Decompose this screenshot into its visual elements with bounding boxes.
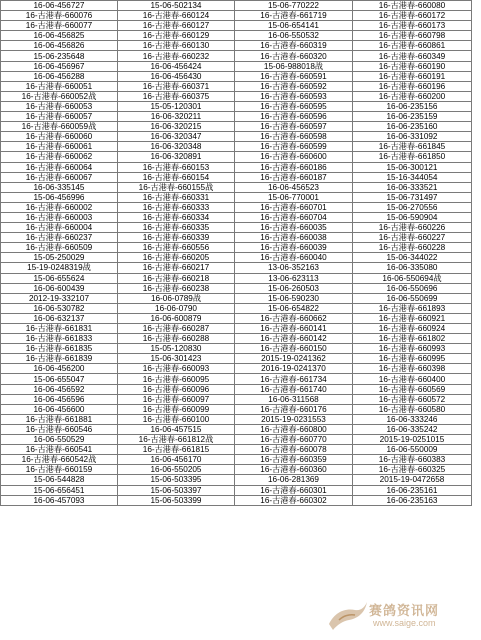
table-cell: 16-06-0789战 bbox=[118, 293, 235, 303]
table-cell: 16-古港春-660153 bbox=[118, 162, 235, 172]
table-cell: 16-古港春-660301 bbox=[235, 485, 353, 495]
table-cell: 16-古港春-660237 bbox=[1, 233, 118, 243]
table-cell: 16-古港春-660076 bbox=[1, 11, 118, 21]
table-cell: 16-06-550009 bbox=[353, 445, 472, 455]
watermark-title: 赛鸽资讯网 bbox=[369, 604, 440, 619]
table-cell: 16-古港春-660100 bbox=[118, 414, 235, 424]
table-cell: 16-古港春-660004 bbox=[1, 223, 118, 233]
table-row bbox=[1, 202, 472, 212]
table-cell: 16-古港春-660580 bbox=[353, 404, 472, 414]
table-cell: 16-古港春-660205 bbox=[118, 253, 235, 263]
table-cell: 15-06-655624 bbox=[1, 273, 118, 283]
table-cell: 16-古港春-660770 bbox=[235, 435, 353, 445]
table-cell: 16-古港春-660542战 bbox=[1, 455, 118, 465]
table-cell: 16-古港春-660228 bbox=[353, 243, 472, 253]
table-cell: 15-06-590904 bbox=[353, 212, 472, 222]
table-cell: 16-古港春-660333 bbox=[118, 202, 235, 212]
table-cell: 16-06-456288 bbox=[1, 71, 118, 81]
table-cell: 16-古港春-660067 bbox=[1, 172, 118, 182]
table-cell: 15-05-120301 bbox=[118, 101, 235, 111]
table-row bbox=[1, 364, 472, 374]
table-cell: 16-06-335242 bbox=[353, 424, 472, 434]
table-cell: 16-古港春-660096 bbox=[118, 384, 235, 394]
table-cell: 16-古港春-660196 bbox=[353, 81, 472, 91]
table-row bbox=[1, 465, 472, 475]
table-cell: 15-06-590230 bbox=[235, 293, 353, 303]
table-cell: 16-古港春-660095 bbox=[118, 374, 235, 384]
table-cell: 16-06-457515 bbox=[118, 424, 235, 434]
table-row bbox=[1, 162, 472, 172]
table-cell: 15-05-250029 bbox=[1, 253, 118, 263]
table-row bbox=[1, 404, 472, 414]
table-cell: 16-古港春-661734 bbox=[235, 374, 353, 384]
table-row bbox=[1, 455, 472, 465]
table-cell: 16-古港春-660592 bbox=[235, 81, 353, 91]
table-row bbox=[1, 233, 472, 243]
table-cell: 16-古港春-660038 bbox=[235, 233, 353, 243]
table-cell: 16-古港春-660704 bbox=[235, 212, 353, 222]
table-cell: 16-古港春-661831 bbox=[1, 324, 118, 334]
table-row bbox=[1, 324, 472, 334]
table-cell: 16-06-550696 bbox=[353, 283, 472, 293]
table-cell: 16-06-333246 bbox=[353, 414, 472, 424]
table-cell: 16-古港春-660035 bbox=[235, 223, 353, 233]
table-cell: 16-古港春-660064 bbox=[1, 162, 118, 172]
table-cell: 16-06-456592 bbox=[1, 384, 118, 394]
table-row bbox=[1, 303, 472, 313]
table-cell: 16-古港春-660039 bbox=[235, 243, 353, 253]
table-cell: 16-古港春-660335 bbox=[118, 223, 235, 233]
table-row bbox=[1, 435, 472, 445]
table-cell: 2012-19-332107 bbox=[1, 293, 118, 303]
table-row bbox=[1, 11, 472, 21]
table-cell: 16-古港春-660040 bbox=[235, 253, 353, 263]
table-cell: 16-古港春-660600 bbox=[235, 152, 353, 162]
table-cell: 16-06-600439 bbox=[1, 283, 118, 293]
table-row bbox=[1, 485, 472, 495]
table-cell: 16-06-320211 bbox=[118, 112, 235, 122]
table-cell: 15-06-456996 bbox=[1, 192, 118, 202]
table-cell: 15-06-270556 bbox=[353, 202, 472, 212]
table-cell: 16-古港春-660360 bbox=[235, 465, 353, 475]
table-cell: 16-06-530782 bbox=[1, 303, 118, 313]
table-cell: 15-19-0248319战 bbox=[1, 263, 118, 273]
table-row bbox=[1, 384, 472, 394]
table-cell: 15-06-503397 bbox=[118, 485, 235, 495]
table-row bbox=[1, 495, 472, 505]
table-row bbox=[1, 394, 472, 404]
table-cell: 16-06-456596 bbox=[1, 394, 118, 404]
table-cell: 15-06-544828 bbox=[1, 475, 118, 485]
table-cell: 16-古港春-660334 bbox=[118, 212, 235, 222]
table-cell: 16-06-456967 bbox=[1, 61, 118, 71]
table-cell: 16-06-456200 bbox=[1, 364, 118, 374]
table-cell: 16-古港春-660993 bbox=[353, 344, 472, 354]
table-cell: 16-06-456826 bbox=[1, 41, 118, 51]
table-cell: 2015-19-0251015 bbox=[353, 435, 472, 445]
table-cell: 16-古港春-660383 bbox=[353, 455, 472, 465]
table-cell: 16-古港春-660051 bbox=[1, 81, 118, 91]
table-cell: 16-古港春-660142 bbox=[235, 334, 353, 344]
table-cell: 16-古港春-660191 bbox=[353, 71, 472, 81]
table-cell: 16-古港春-660287 bbox=[118, 324, 235, 334]
table-cell: 16-古港春-660320 bbox=[235, 51, 353, 61]
table-cell: 16-古港春-660127 bbox=[118, 21, 235, 31]
table-cell: 16-06-235156 bbox=[353, 101, 472, 111]
table-cell: 16-古港春-660002 bbox=[1, 202, 118, 212]
table-cell: 16-古港春-660359 bbox=[235, 455, 353, 465]
table-cell: 16-古港春-660155战 bbox=[118, 182, 235, 192]
table-cell: 16-06-600879 bbox=[118, 313, 235, 323]
table-cell: 16-06-235161 bbox=[353, 485, 472, 495]
table-cell: 16-古港春-660595 bbox=[235, 101, 353, 111]
table-cell: 16-古港春-660129 bbox=[118, 31, 235, 41]
table-cell: 16-古港春-660569 bbox=[353, 384, 472, 394]
table-cell: 15-06-300121 bbox=[353, 162, 472, 172]
table-row bbox=[1, 192, 472, 202]
table-row bbox=[1, 344, 472, 354]
table-cell: 16-古港春-660080 bbox=[353, 1, 472, 11]
table-cell: 16-古港春-660556 bbox=[118, 243, 235, 253]
table-row bbox=[1, 132, 472, 142]
table-cell: 15-06-654141 bbox=[235, 21, 353, 31]
table-cell: 16-古港春-661850 bbox=[353, 152, 472, 162]
table-cell: 16-古港春-660375 bbox=[118, 91, 235, 101]
table-cell: 15-06-656451 bbox=[1, 485, 118, 495]
table-row bbox=[1, 101, 472, 111]
table-cell: 2015-19-0472658 bbox=[353, 475, 472, 485]
table-cell: 16-古港春-660062 bbox=[1, 152, 118, 162]
table-cell: 16-古港春-660593 bbox=[235, 91, 353, 101]
table-cell: 16-06-456430 bbox=[118, 71, 235, 81]
table-cell: 16-古港春-660078 bbox=[235, 445, 353, 455]
table-cell: 16-06-456727 bbox=[1, 1, 118, 11]
table-row bbox=[1, 212, 472, 222]
table-cell: 16-古港春-660200 bbox=[353, 91, 472, 101]
table-cell: 16-06-320215 bbox=[118, 122, 235, 132]
table-row bbox=[1, 91, 472, 101]
table-cell: 16-古港春-660861 bbox=[353, 41, 472, 51]
table-cell: 16-古港春-660400 bbox=[353, 374, 472, 384]
table-cell: 16-06-320891 bbox=[118, 152, 235, 162]
table-cell: 16-古港春-660226 bbox=[353, 223, 472, 233]
table-cell: 16-古港春-660052战 bbox=[1, 91, 118, 101]
table-cell: 2015-19-0231553 bbox=[235, 414, 353, 424]
table-cell: 16-06-456170 bbox=[118, 455, 235, 465]
table-cell: 16-古港春-660800 bbox=[235, 424, 353, 434]
table-cell: 16-古港春-660598 bbox=[235, 132, 353, 142]
table-cell: 13-06-623113 bbox=[235, 273, 353, 283]
table-row bbox=[1, 475, 472, 485]
table-cell: 16-古港春-660097 bbox=[118, 394, 235, 404]
table-cell: 15-06-988018战 bbox=[235, 61, 353, 71]
table-cell: 15-06-260503 bbox=[235, 283, 353, 293]
table-cell: 16-古港春-660371 bbox=[118, 81, 235, 91]
table-cell: 16-古港春-660154 bbox=[118, 172, 235, 182]
table-cell: 16-06-456825 bbox=[1, 31, 118, 41]
table-cell: 16-古港春-660093 bbox=[118, 364, 235, 374]
sheet-body bbox=[1, 1, 472, 506]
table-cell: 16-06-550529 bbox=[1, 435, 118, 445]
table-cell: 16-古港春-660003 bbox=[1, 212, 118, 222]
table-cell: 16-古港春-660099 bbox=[118, 404, 235, 414]
table-cell: 16-06-331092 bbox=[353, 132, 472, 142]
table-cell: 16-古港春-660186 bbox=[235, 162, 353, 172]
table-cell: 16-古港春-660227 bbox=[353, 233, 472, 243]
table-cell: 16-古港春-660339 bbox=[118, 233, 235, 243]
table-cell: 16-古港春-660591 bbox=[235, 71, 353, 81]
table-cell: 16-古港春-661845 bbox=[353, 142, 472, 152]
table-cell: 16-06-235159 bbox=[353, 112, 472, 122]
table-cell: 16-古港春-660597 bbox=[235, 122, 353, 132]
table-row bbox=[1, 374, 472, 384]
table-cell: 16-古港春-660059战 bbox=[1, 122, 118, 132]
table-cell: 16-06-335080 bbox=[353, 263, 472, 273]
table-cell: 16-06-457093 bbox=[1, 495, 118, 505]
table-cell: 15-06-731497 bbox=[353, 192, 472, 202]
table-cell: 16-06-0790 bbox=[118, 303, 235, 313]
table-row bbox=[1, 61, 472, 71]
table-cell: 16-古港春-660159 bbox=[1, 465, 118, 475]
table-row bbox=[1, 21, 472, 31]
table-cell: 16-古港春-660053 bbox=[1, 101, 118, 111]
table-cell: 16-古港春-660150 bbox=[235, 344, 353, 354]
table-cell: 16-古港春-660218 bbox=[118, 273, 235, 283]
table-row bbox=[1, 273, 472, 283]
table-cell: 16-06-550699 bbox=[353, 293, 472, 303]
table-row bbox=[1, 445, 472, 455]
table-cell: 15-06-770222 bbox=[235, 1, 353, 11]
table-row bbox=[1, 414, 472, 424]
table-cell: 16-古港春-661802 bbox=[353, 334, 472, 344]
table-cell: 16-06-632137 bbox=[1, 313, 118, 323]
table-cell: 15-06-502134 bbox=[118, 1, 235, 11]
site-watermark bbox=[325, 596, 475, 636]
table-cell: 16-古港春-660349 bbox=[353, 51, 472, 61]
table-row bbox=[1, 263, 472, 273]
table-cell: 16-06-456600 bbox=[1, 404, 118, 414]
table-cell: 15-06-503395 bbox=[118, 475, 235, 485]
table-cell: 16-06-550532 bbox=[235, 31, 353, 41]
table-row bbox=[1, 243, 472, 253]
table-cell: 16-古港春-661719 bbox=[235, 11, 353, 21]
table-row bbox=[1, 41, 472, 51]
table-row bbox=[1, 122, 472, 132]
table-row bbox=[1, 112, 472, 122]
table-row bbox=[1, 313, 472, 323]
table-row bbox=[1, 81, 472, 91]
table-cell: 16-06-235163 bbox=[353, 495, 472, 505]
table-cell: 15-06-301423 bbox=[118, 354, 235, 364]
table-cell: 16-06-281369 bbox=[235, 475, 353, 485]
table-cell: 16-06-333521 bbox=[353, 182, 472, 192]
table-cell: 16-古港春-660701 bbox=[235, 202, 353, 212]
table-cell: 16-古港春-660176 bbox=[235, 404, 353, 414]
table-row bbox=[1, 253, 472, 263]
table-cell: 2015-19-0241362 bbox=[235, 354, 353, 364]
table-cell: 16-古港春-660331 bbox=[118, 192, 235, 202]
table-row bbox=[1, 354, 472, 364]
table-row bbox=[1, 293, 472, 303]
table-cell: 16-古港春-660060 bbox=[1, 132, 118, 142]
table-cell: 16-古港春-660302 bbox=[235, 495, 353, 505]
table-row bbox=[1, 283, 472, 293]
table-cell: 16-古港春-660077 bbox=[1, 21, 118, 31]
table-row bbox=[1, 334, 472, 344]
table-cell: 16-06-550694战 bbox=[353, 273, 472, 283]
table-cell: 16-古港春-660319 bbox=[235, 41, 353, 51]
table-row bbox=[1, 424, 472, 434]
table-cell: 16-06-320348 bbox=[118, 142, 235, 152]
table-cell: 16-06-335145 bbox=[1, 182, 118, 192]
table-row bbox=[1, 1, 472, 11]
watermark-url: www.saige.com bbox=[373, 618, 436, 628]
table-row bbox=[1, 223, 472, 233]
table-cell: 16-06-320347 bbox=[118, 132, 235, 142]
table-cell: 15-05-120830 bbox=[118, 344, 235, 354]
table-cell: 13-06-352163 bbox=[235, 263, 353, 273]
table-cell: 16-古港春-661839 bbox=[1, 354, 118, 364]
table-cell: 16-古港春-660325 bbox=[353, 465, 472, 475]
table-cell: 16-古港春-660572 bbox=[353, 394, 472, 404]
table-cell: 16-古港春-660130 bbox=[118, 41, 235, 51]
table-cell: 16-古港春-660124 bbox=[118, 11, 235, 21]
table-cell: 16-06-550205 bbox=[118, 465, 235, 475]
table-row bbox=[1, 71, 472, 81]
table-cell: 16-古港春-661815 bbox=[118, 445, 235, 455]
table-cell: 15-06-770001 bbox=[235, 192, 353, 202]
table-row bbox=[1, 51, 472, 61]
table-cell: 16-古港春-660546 bbox=[1, 424, 118, 434]
table-cell: 16-古港春-661740 bbox=[235, 384, 353, 394]
table-cell: 16-古港春-660599 bbox=[235, 142, 353, 152]
table-cell: 16-古港春-660173 bbox=[353, 21, 472, 31]
table-cell: 15-06-344022 bbox=[353, 253, 472, 263]
table-cell: 16-古港春-660238 bbox=[118, 283, 235, 293]
pigeon-logo-icon bbox=[325, 598, 369, 634]
table-cell: 16-古港春-660217 bbox=[118, 263, 235, 273]
table-cell: 16-古港春-660172 bbox=[353, 11, 472, 21]
table-cell: 16-古港春-660921 bbox=[353, 313, 472, 323]
table-row bbox=[1, 31, 472, 41]
table-cell: 16-06-456523 bbox=[235, 182, 353, 192]
table-cell: 16-古港春-660596 bbox=[235, 112, 353, 122]
table-cell: 16-古港春-660924 bbox=[353, 324, 472, 334]
table-cell: 16-古港春-660398 bbox=[353, 364, 472, 374]
table-cell: 16-古港春-661812战 bbox=[118, 435, 235, 445]
table-cell: 16-古港春-660541 bbox=[1, 445, 118, 455]
table-cell: 2016-19-0241370 bbox=[235, 364, 353, 374]
table-cell: 16-古港春-660187 bbox=[235, 172, 353, 182]
table-row bbox=[1, 172, 472, 182]
table-cell: 16-06-311568 bbox=[235, 394, 353, 404]
table-cell: 16-古港春-660798 bbox=[353, 31, 472, 41]
table-cell: 16-古港春-660509 bbox=[1, 243, 118, 253]
table-cell: 16-古港春-661833 bbox=[1, 334, 118, 344]
table-row bbox=[1, 182, 472, 192]
table-cell: 16-古港春-660190 bbox=[353, 61, 472, 71]
table-cell: 15-16-344054 bbox=[353, 172, 472, 182]
table-cell: 16-06-235160 bbox=[353, 122, 472, 132]
table-cell: 16-古港春-660057 bbox=[1, 112, 118, 122]
table-cell: 16-古港春-660662 bbox=[235, 313, 353, 323]
table-cell: 16-古港春-660061 bbox=[1, 142, 118, 152]
table-cell: 15-06-503399 bbox=[118, 495, 235, 505]
table-cell: 16-06-456424 bbox=[118, 61, 235, 71]
table-cell: 16-古港春-661893 bbox=[353, 303, 472, 313]
table-row bbox=[1, 142, 472, 152]
table-cell: 15-06-654822 bbox=[235, 303, 353, 313]
table-cell: 16-古港春-660995 bbox=[353, 354, 472, 364]
table-cell: 16-古港春-661835 bbox=[1, 344, 118, 354]
table-row bbox=[1, 152, 472, 162]
table-cell: 15-06-655047 bbox=[1, 374, 118, 384]
table-cell: 16-古港春-660288 bbox=[118, 334, 235, 344]
table-cell: 15-06-235648 bbox=[1, 51, 118, 61]
table-cell: 16-古港春-660141 bbox=[235, 324, 353, 334]
table-cell: 16-古港春-660232 bbox=[118, 51, 235, 61]
table-cell: 16-古港春-661881 bbox=[1, 414, 118, 424]
